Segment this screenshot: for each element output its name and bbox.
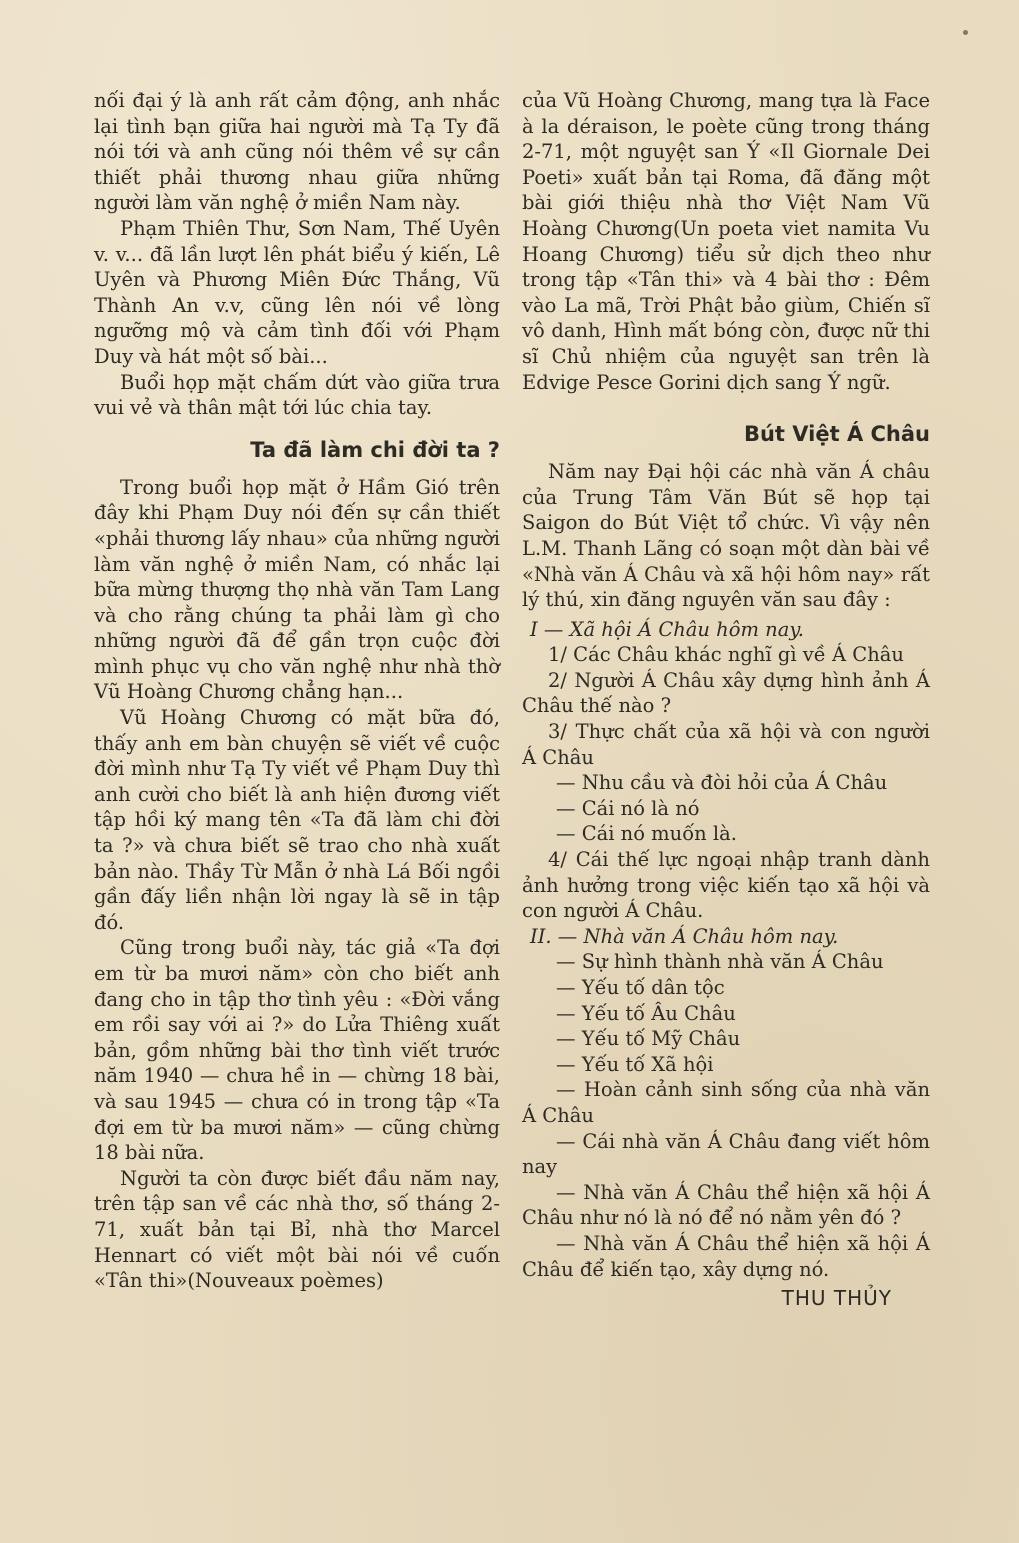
article-paragraph: của Vũ Hoàng Chương, mang tựa là Face à la déraison, le poète cũng trong tháng 2-71, một nguyệt san Ý «Il Giornale Dei Poeti» xuất bản tại Roma, đã đăng một bài giới thiệu nhà thơ Việt Nam Vũ Hoàng Chương(Un poeta viet namita Vu Hoang Chương) tiểu sử dịch theo như trong tập «Tân thi» và 4 bài thơ : Đêm vào La mã, Trời Phật bảo giùm, Chiến sĩ vô danh, Hình mất bóng còn, được nữ thi sĩ Chủ nhiệm của nguyệt san trên là Edvige Pesce Gorini dịch sang Ý ngữ. [522, 89, 930, 394]
outline-item: 4/ Cái thế lực ngoại nhập tranh dành ảnh hưởng trong việc kiến tạo xã hội và con người Á Châu. [522, 848, 930, 923]
article-paragraph: Năm nay Đại hội các nhà văn Á châu của Trung Tâm Văn Bút sẽ họp tại Saigon do Bút Việt tổ chức. Vì vậy nên L.M. Thanh Lãng có soạn một dàn bài về «Nhà văn Á Châu và xã hội hôm nay» rất lý thú, xin đăng nguyên văn sau đây : [522, 460, 930, 612]
paper-speck [963, 30, 968, 35]
outline-item: — Yếu tố Âu Châu [556, 1001, 736, 1025]
outline-item: — Cái nhà văn Á Châu đang viết hôm nay [522, 1129, 930, 1179]
article-paragraph: Trong buổi họp mặt ở Hầm Gió trên đây khi Phạm Duy nói đến sự cần thiết «phải thương lấy nhau» của những người làm văn nghệ ở miền Nam, có nhắc lại bữa mừng thượng thọ nhà văn Tam Lang và cho rằng chúng ta phải làm gì cho những người đã để gần trọn cuộc đời mình phục vụ cho văn nghệ như nhà thờ Vũ Hoàng Chương chẳng hạn... [94, 475, 500, 704]
outline-section-heading: II. — Nhà văn Á Châu hôm nay. [530, 924, 839, 948]
outline-item: — Nhà văn Á Châu thể hiện xã hội Á Châu như nó là nó để nó nằm yên đó ? [522, 1180, 930, 1230]
outline-item: — Nhà văn Á Châu thể hiện xã hội Á Châu để kiến tạo, xây dựng nó. [522, 1231, 930, 1281]
outline-list [522, 617, 930, 1282]
outline-item: — Hoàn cảnh sinh sống của nhà văn Á Châu [522, 1078, 930, 1127]
author-signature: THU THỦY [781, 1286, 892, 1311]
outline-item: — Sự hình thành nhà văn Á Châu [556, 950, 884, 974]
outline-item: 2/ Người Á Châu xây dựng hình ảnh Á Châu thế nào ? [522, 668, 930, 718]
outline-item: — Yếu tố Xã hội [556, 1052, 714, 1076]
outline-item: — Nhu cầu và đòi hỏi của Á Châu [556, 771, 888, 795]
article-paragraph: nối đại ý là anh rất cảm động, anh nhắc lại tình bạn giữa hai người mà Tạ Ty đã nói tới và anh cũng nói thêm về sự cần thiết phải thương nhau giữa những người làm văn nghệ ở miền Nam này. [94, 89, 500, 215]
section-heading: Bút Việt Á Châu [743, 422, 930, 447]
article-paragraph: Người ta còn được biết đầu năm nay, trên tập san về các nhà thơ, số tháng 2-71, xuất bản tại Bỉ, nhà thơ Marcel Hennart có viết một bài nói về cuốn «Tân thi»(Nouveaux poèmes) [94, 1166, 500, 1293]
outline-item: — Cái nó là nó [556, 796, 700, 820]
outline-item: 1/ Các Châu khác nghĩ gì về Á Châu [548, 643, 904, 667]
left-column [94, 88, 500, 1294]
section-heading: Ta đã làm chi đời ta ? [250, 437, 500, 462]
article-paragraph: Cũng trong buổi này, tác giả «Ta đợi em từ ba mươi năm» còn cho biết anh đang cho in tập thơ tình yêu : «Đời vắng em rồi say với ai ?» do Lửa Thiêng xuất bản, gồm những bài thơ tình viết trước năm 1940 — chưa hề in — chừng 18 bài, và sau 1945 — chưa có in trong tập «Ta đợi em từ ba mươi năm» — cũng chừng 18 bài nữa. [94, 936, 500, 1165]
outline-item: — Yếu tố dân tộc [556, 976, 725, 999]
outline-item: 3/ Thực chất của xã hội và con người Á Châu [522, 720, 930, 769]
article-paragraph: Vũ Hoàng Chương có mặt bữa đó, thấy anh em bàn chuyện sẽ viết về cuộc đời mình như Tạ Ty viết về Phạm Duy thì anh cười cho biết là anh hiện đương viết tập hồi ký mang tên «Ta đã làm chi đời ta ?» và chưa biết sẽ trao cho nhà xuất bản nào. Thầy Từ Mẫn ở nhà Lá Bối ngồi gần đấy liền nhận lời ngay là sẽ in tập đó. [94, 706, 500, 934]
article-paragraph: Phạm Thiên Thư, Sơn Nam, Thế Uyên v. v... đã lần lượt lên phát biểu ý kiến, Lê Uyên và Phương Miên Đức Thắng, Vũ Thành An v.v, cũng lên nói về lòng ngưỡng mộ và cảm tình đối với Phạm Duy và hát một số bài... [94, 216, 500, 368]
outline-section-heading: I — Xã hội Á Châu hôm nay. [530, 617, 804, 641]
outline-item: — Cái nó muốn là. [556, 822, 737, 846]
article-paragraph: Buổi họp mặt chấm dứt vào giữa trưa vui vẻ và thân mật tới lúc chia tay. [94, 370, 500, 420]
outline-item: — Yếu tố Mỹ Châu [556, 1027, 741, 1051]
right-column [522, 88, 930, 1312]
